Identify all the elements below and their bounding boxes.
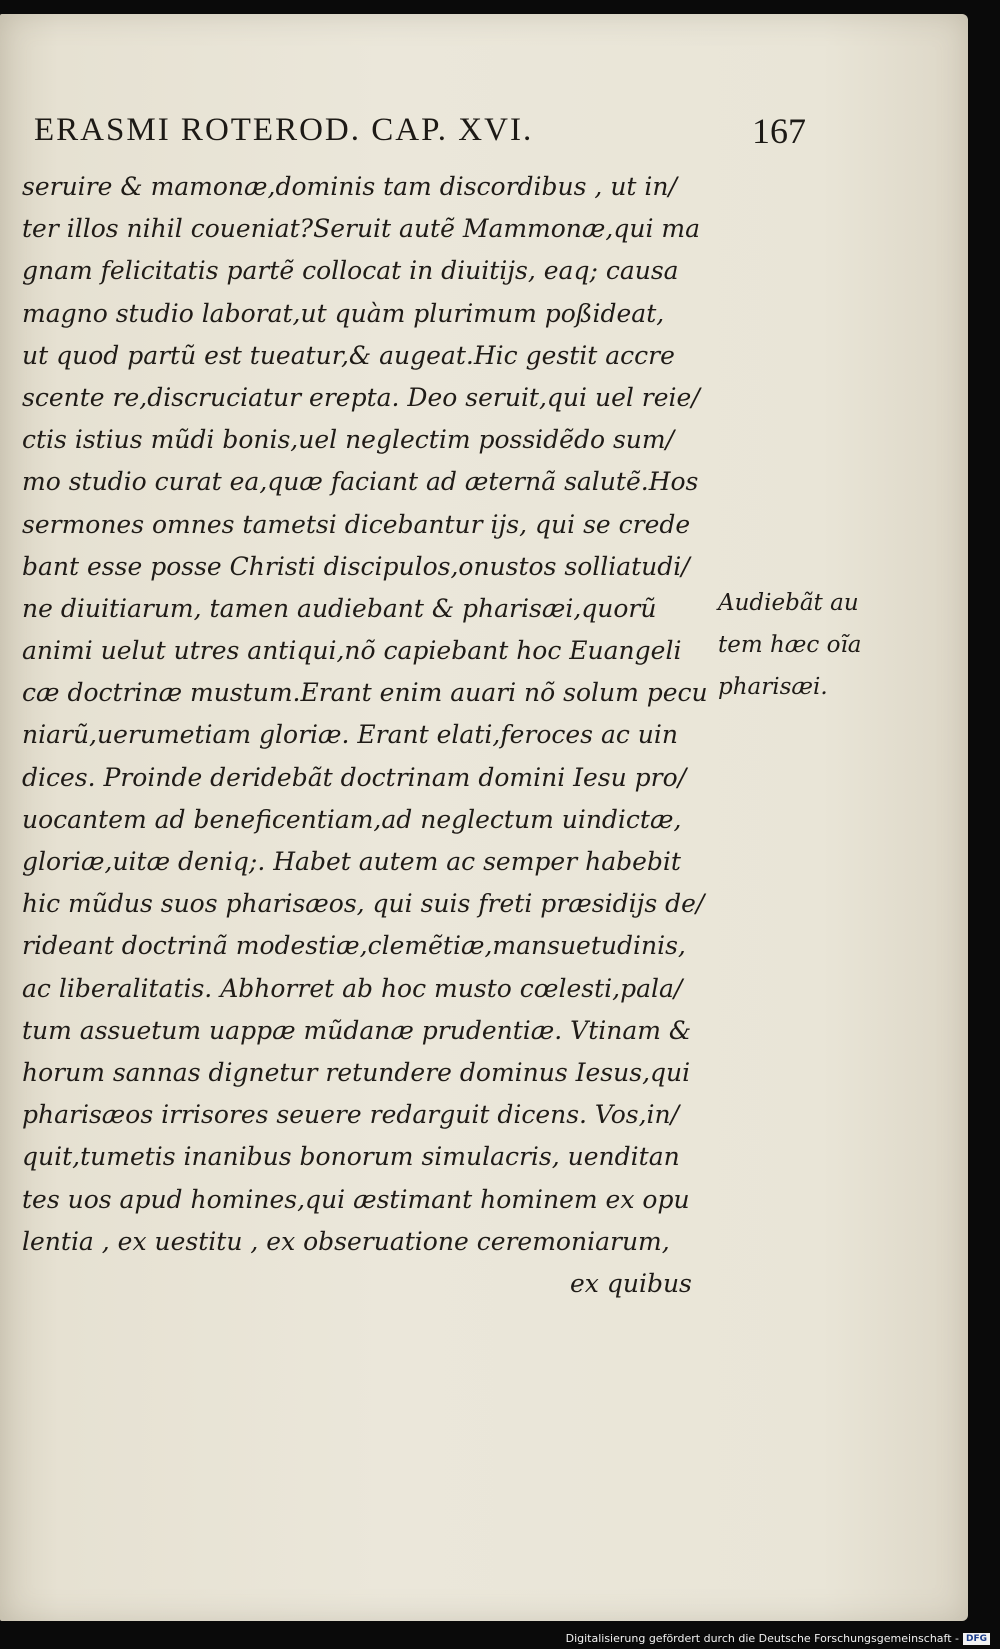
text-line: mo studio curat ea,quæ faciant ad æternã salutẽ.Hos <box>22 467 699 497</box>
text-line: uocantem ad beneficentiam,ad neglectum uindictæ, <box>22 804 682 834</box>
text-line: sermones omnes tametsi dicebantur ijs, qui se crede <box>22 509 691 539</box>
text-line: pharisæos irrisores seuere redarguit dicens. Vos,in/ <box>22 1100 680 1130</box>
digitization-credit <box>566 1632 990 1645</box>
book-page <box>0 14 968 1621</box>
text-line: niarũ,uerumetiam gloriæ. Erant elati,feroces ac uin <box>22 720 678 750</box>
marginal-note-line: pharisæi. <box>718 674 828 700</box>
body-text <box>22 166 712 1263</box>
text-line: dices. Proinde deridebãt doctrinam domini Iesu pro/ <box>22 762 687 792</box>
text-line: animi uelut utres antiqui,nõ capiebant hoc Euangeli <box>22 636 682 666</box>
text-line: cæ doctrinæ mustum.Erant enim auari nõ solum pecu <box>22 678 708 708</box>
text-line: rideant doctrinã modestiæ,clemẽtiæ,mansuetudinis, <box>22 931 686 961</box>
text-line: ne diuitiarum, tamen audiebant & pharisæi,quorũ <box>22 593 657 623</box>
text-line: magno studio laborat,ut quàm plurimum poßideat, <box>22 298 665 328</box>
text-line: bant esse posse Christi discipulos,onustos solliatudi/ <box>22 551 690 581</box>
text-line: quit,tumetis inanibus bonorum simulacris, uenditan <box>22 1142 680 1172</box>
catchword: ex quibus <box>570 1269 692 1298</box>
text-line: scente re,discruciatur erepta. Deo seruit,qui uel reie/ <box>22 382 700 412</box>
text-line: ctis istius mũdi bonis,uel neglectim possidẽdo sum/ <box>22 425 675 455</box>
text-line: ut quod partũ est tueatur,& augeat.Hic gestit accre <box>22 340 675 370</box>
text-line: seruire & mamonæ,dominis tam discordibus , ut in/ <box>22 172 677 201</box>
text-line: horum sannas dignetur retundere dominus Iesus,qui <box>22 1057 691 1087</box>
text-line: tes uos apud homines,qui æstimant hominem ex opu <box>22 1184 690 1214</box>
marginal-note-line: Audiebãt au <box>718 590 859 616</box>
page-number: 167 <box>752 111 806 151</box>
text-line: gnam felicitatis partẽ collocat in diuitijs, eaq; causa <box>22 256 679 286</box>
marginal-note <box>718 582 878 708</box>
text-line: hic mũdus suos pharisæos, qui suis freti præsidijs de/ <box>22 889 705 919</box>
text-line: ter illos nihil coueniat?Seruit autẽ Mammonæ,qui ma <box>22 214 701 244</box>
running-head: ERASMI ROTEROD. CAP. XVI. <box>34 112 534 148</box>
text-line: ac liberalitatis. Abhorret ab hoc musto cœlesti,pala/ <box>22 973 683 1003</box>
text-line: tum assuetum uappæ mũdanæ prudentiæ. Vtinam & <box>22 1015 692 1045</box>
text-line: lentia , ex uestitu , ex obseruatione ceremoniarum, <box>22 1226 670 1256</box>
credit-text: Digitalisierung gefördert durch die Deutsche Forschungsgemeinschaft - <box>565 1632 959 1645</box>
dfg-logo-icon: DFG <box>963 1633 990 1645</box>
marginal-note-line: tem hæc oĩa <box>718 632 862 658</box>
text-line: gloriæ,uitæ deniq;. Habet autem ac semper habebit <box>22 847 681 876</box>
